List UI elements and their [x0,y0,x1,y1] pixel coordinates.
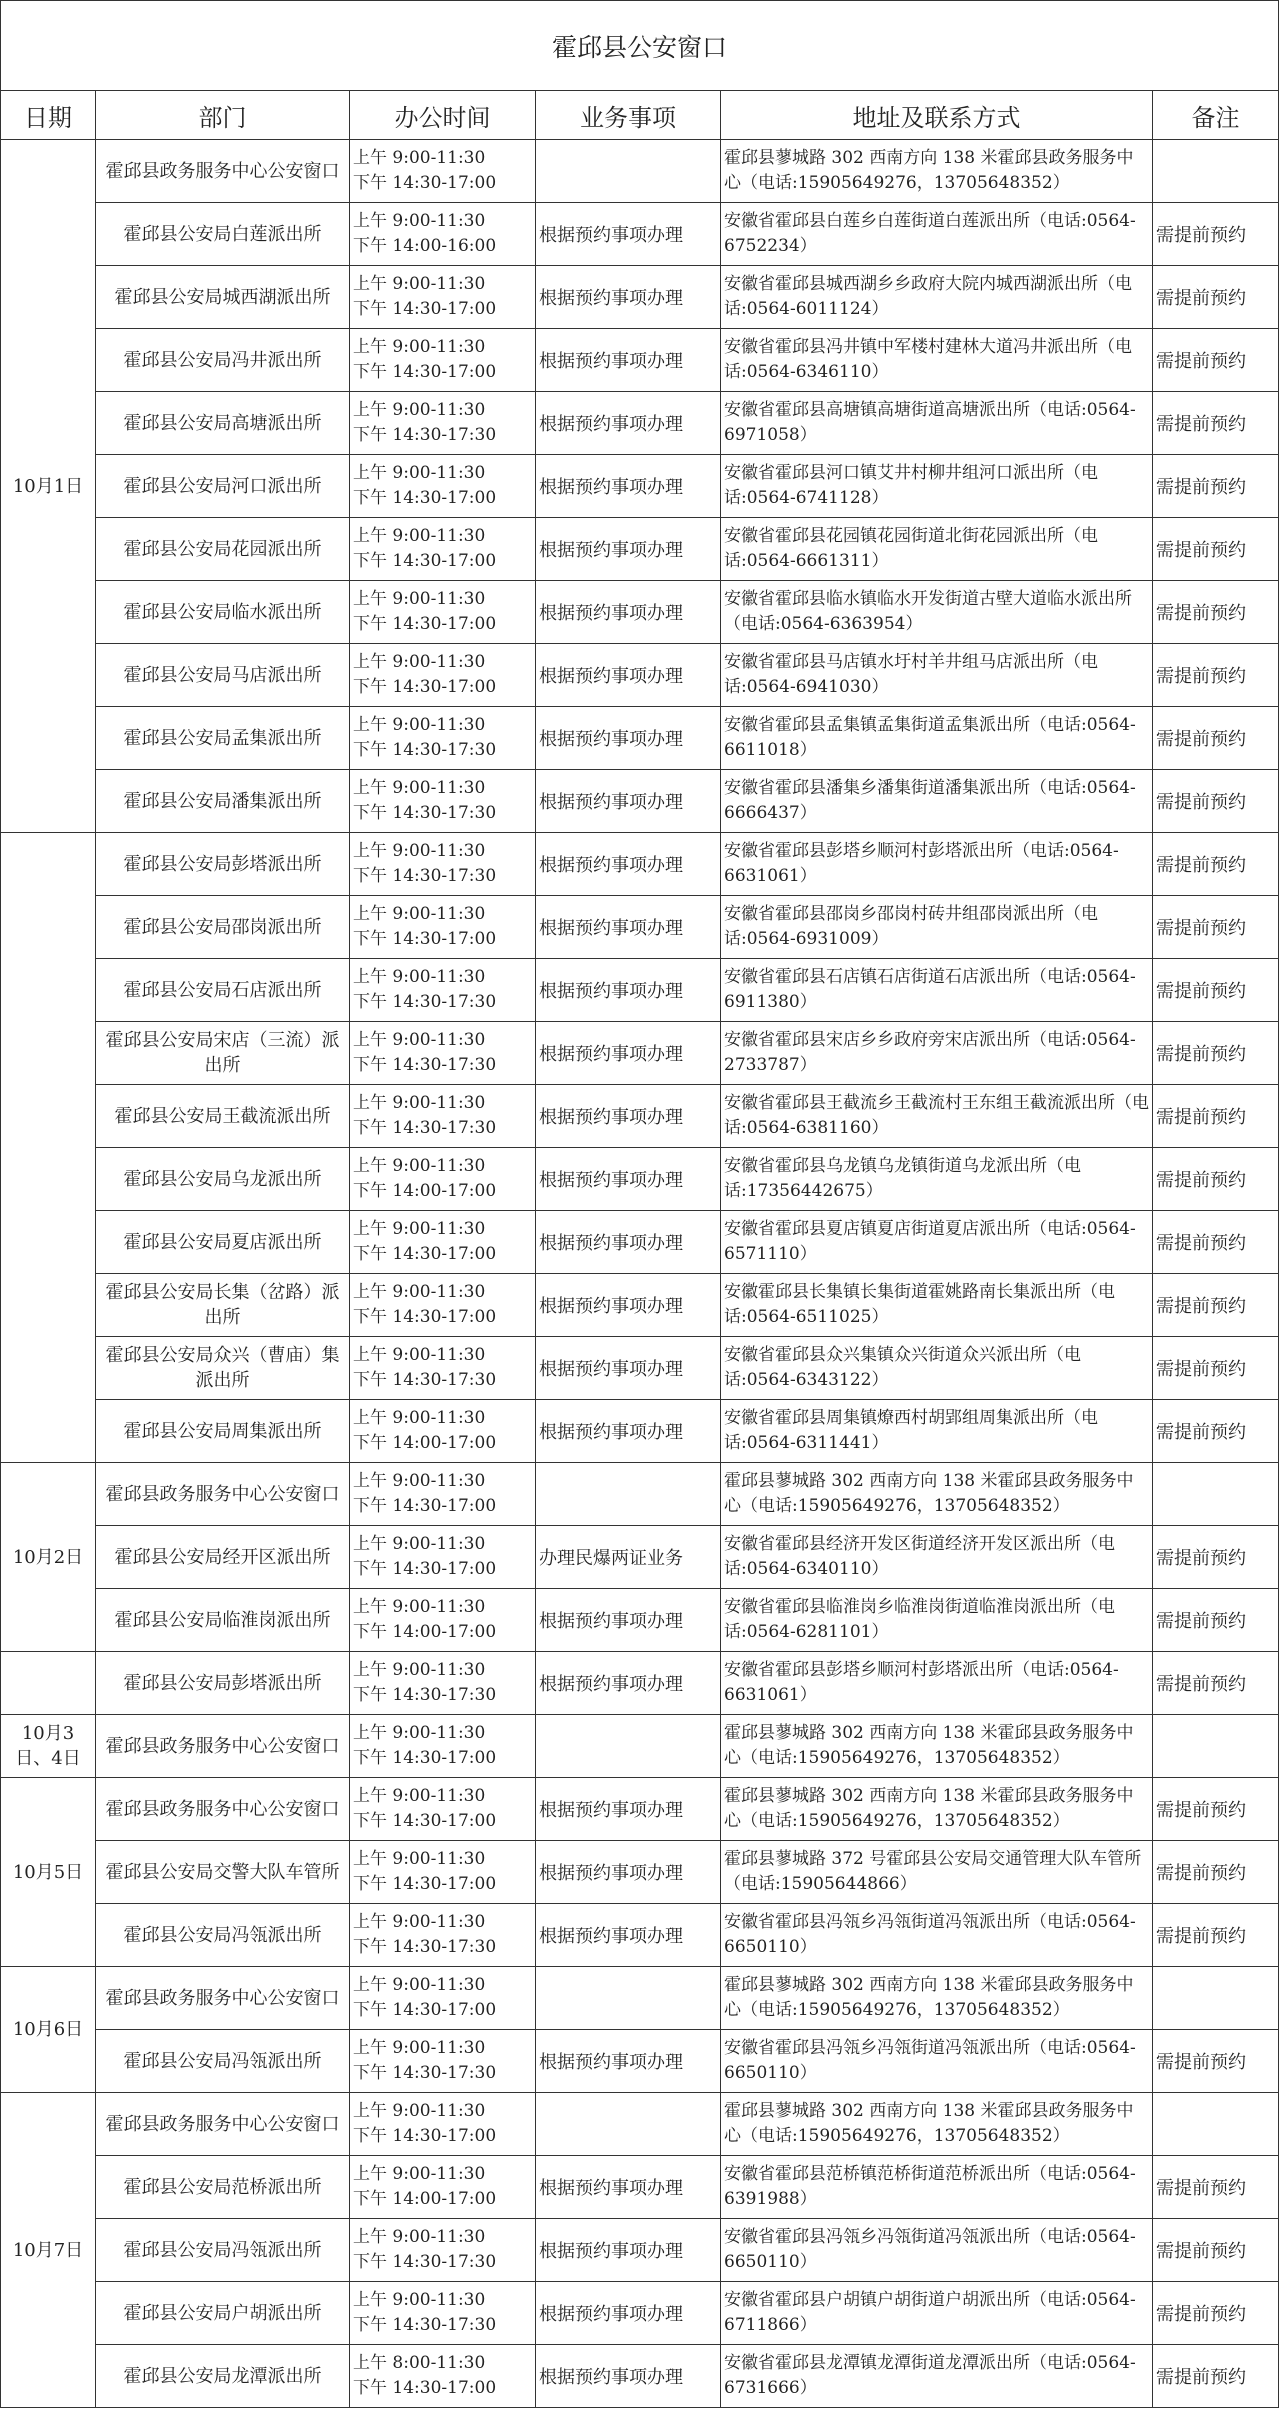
office-hours-cell: 上午 9:00-11:30 下午 14:00-17:00 [350,1589,536,1652]
department-cell: 霍邱县公安局高塘派出所 [96,392,350,455]
note-cell: 需提前预约 [1153,770,1279,833]
department-cell: 霍邱县公安局交警大队车管所 [96,1841,350,1904]
header-row [1,91,1279,140]
department-cell: 霍邱县政务服务中心公安窗口 [96,1967,350,2030]
business-cell: 根据预约事项办理 [536,1337,721,1400]
note-cell: 需提前预约 [1153,1022,1279,1085]
department-cell: 霍邱县公安局众兴（曹庙）集派出所 [96,1337,350,1400]
business-cell: 根据预约事项办理 [536,1589,721,1652]
address-cell: 安徽省霍邱县冯瓴乡冯瓴街道冯瓴派出所（电话:0564-6650110） [721,1904,1153,1967]
department-cell: 霍邱县公安局户胡派出所 [96,2282,350,2345]
department-cell: 霍邱县政务服务中心公安窗口 [96,1778,350,1841]
note-cell: 需提前预约 [1153,203,1279,266]
business-cell: 根据预约事项办理 [536,959,721,1022]
office-hours-cell: 上午 9:00-11:30 下午 14:30-17:00 [350,1211,536,1274]
office-hours-cell: 上午 9:00-11:30 下午 14:30-17:00 [350,1463,536,1526]
note-cell [1153,1967,1279,2030]
office-hours-cell: 上午 9:00-11:30 下午 14:00-16:00 [350,203,536,266]
business-cell: 根据预约事项办理 [536,1400,721,1463]
office-hours-cell: 上午 9:00-11:30 下午 14:30-17:00 [350,329,536,392]
address-cell: 安徽省霍邱县宋店乡乡政府旁宋店派出所（电话:0564-2733787） [721,1022,1153,1085]
business-cell [536,1463,721,1526]
header-department: 部门 [96,91,350,140]
note-cell: 需提前预约 [1153,2282,1279,2345]
office-hours-cell: 上午 9:00-11:30 下午 14:30-17:00 [350,2093,536,2156]
office-hours-cell: 上午 9:00-11:30 下午 14:30-17:30 [350,2030,536,2093]
table-row [1,1778,1279,1841]
business-cell: 根据预约事项办理 [536,2345,721,2408]
address-cell: 安徽省霍邱县乌龙镇乌龙镇街道乌龙派出所（电话:17356442675） [721,1148,1153,1211]
note-cell [1153,140,1279,203]
business-cell: 根据预约事项办理 [536,1652,721,1715]
note-cell: 需提前预约 [1153,455,1279,518]
business-cell: 根据预约事项办理 [536,1148,721,1211]
department-cell: 霍邱县公安局潘集派出所 [96,770,350,833]
business-cell [536,1715,721,1778]
office-hours-cell: 上午 9:00-11:30 下午 14:30-17:30 [350,392,536,455]
business-cell: 根据预约事项办理 [536,833,721,896]
table-row [1,1148,1279,1211]
note-cell: 需提前预约 [1153,833,1279,896]
business-cell: 根据预约事项办理 [536,1022,721,1085]
header-office-hours: 办公时间 [350,91,536,140]
note-cell: 需提前预约 [1153,1085,1279,1148]
address-cell: 安徽省霍邱县邵岗乡邵岗村砖井组邵岗派出所（电话:0564-6931009） [721,896,1153,959]
department-cell: 霍邱县公安局夏店派出所 [96,1211,350,1274]
office-hours-cell: 上午 9:00-11:30 下午 14:30-17:00 [350,140,536,203]
department-cell: 霍邱县公安局河口派出所 [96,455,350,518]
date-cell: 10月3日、4日 [1,1715,96,1778]
note-cell: 需提前预约 [1153,2219,1279,2282]
note-cell: 需提前预约 [1153,896,1279,959]
business-cell: 根据预约事项办理 [536,1211,721,1274]
department-cell: 霍邱县公安局经开区派出所 [96,1526,350,1589]
business-cell: 根据预约事项办理 [536,455,721,518]
business-cell: 根据预约事项办理 [536,1904,721,1967]
department-cell: 霍邱县公安局王截流派出所 [96,1085,350,1148]
note-cell: 需提前预约 [1153,1400,1279,1463]
department-cell: 霍邱县公安局宋店（三流）派出所 [96,1022,350,1085]
address-cell: 安徽省霍邱县冯瓴乡冯瓴街道冯瓴派出所（电话:0564-6650110） [721,2030,1153,2093]
business-cell: 根据预约事项办理 [536,1085,721,1148]
address-cell: 安徽省霍邱县彭塔乡顺河村彭塔派出所（电话:0564-6631061） [721,833,1153,896]
table-row [1,581,1279,644]
table-row [1,1652,1279,1715]
business-cell: 根据预约事项办理 [536,770,721,833]
office-hours-cell: 上午 9:00-11:30 下午 14:30-17:00 [350,518,536,581]
office-hours-cell: 上午 9:00-11:30 下午 14:30-17:30 [350,959,536,1022]
note-cell: 需提前预约 [1153,1211,1279,1274]
department-cell: 霍邱县政务服务中心公安窗口 [96,2093,350,2156]
note-cell: 需提前预约 [1153,1652,1279,1715]
department-cell: 霍邱县公安局马店派出所 [96,644,350,707]
address-cell: 霍邱县蓼城路 302 西南方向 138 米霍邱县政务服务中心（电话:15905649276，13705648352） [721,140,1153,203]
business-cell: 根据预约事项办理 [536,1274,721,1337]
note-cell: 需提前预约 [1153,1589,1279,1652]
header-business: 业务事项 [536,91,721,140]
office-hours-cell: 上午 9:00-11:30 下午 14:30-17:30 [350,770,536,833]
note-cell: 需提前预约 [1153,518,1279,581]
office-hours-cell: 上午 9:00-11:30 下午 14:30-17:00 [350,644,536,707]
department-cell: 霍邱县公安局白莲派出所 [96,203,350,266]
address-cell: 安徽省霍邱县户胡镇户胡街道户胡派出所（电话:0564-6711866） [721,2282,1153,2345]
office-hours-cell: 上午 9:00-11:30 下午 14:30-17:00 [350,266,536,329]
office-hours-cell: 上午 9:00-11:30 下午 14:30-17:30 [350,1085,536,1148]
office-hours-cell: 上午 9:00-11:30 下午 14:30-17:00 [350,896,536,959]
note-cell: 需提前预约 [1153,329,1279,392]
office-hours-cell: 上午 9:00-11:30 下午 14:30-17:00 [350,1967,536,2030]
table-row [1,2156,1279,2219]
table-row [1,644,1279,707]
business-cell: 根据预约事项办理 [536,1841,721,1904]
address-cell: 安徽省霍邱县彭塔乡顺河村彭塔派出所（电话:0564-6631061） [721,1652,1153,1715]
business-cell: 根据预约事项办理 [536,392,721,455]
address-cell: 霍邱县蓼城路 302 西南方向 138 米霍邱县政务服务中心（电话:15905649276，13705648352） [721,2093,1153,2156]
department-cell: 霍邱县公安局冯瓴派出所 [96,2219,350,2282]
department-cell: 霍邱县公安局花园派出所 [96,518,350,581]
table-row [1,1841,1279,1904]
note-cell: 需提前预约 [1153,959,1279,1022]
table-row [1,2345,1279,2408]
address-cell: 安徽省霍邱县白莲乡白莲街道白莲派出所（电话:0564-6752234） [721,203,1153,266]
note-cell: 需提前预约 [1153,1841,1279,1904]
business-cell: 根据预约事项办理 [536,266,721,329]
table-row [1,266,1279,329]
department-cell: 霍邱县政务服务中心公安窗口 [96,1463,350,1526]
table-row [1,392,1279,455]
address-cell: 安徽省霍邱县经济开发区街道经济开发区派出所（电话:0564-6340110） [721,1526,1153,1589]
address-cell: 霍邱县蓼城路 302 西南方向 138 米霍邱县政务服务中心（电话:15905649276，13705648352） [721,1463,1153,1526]
note-cell [1153,2093,1279,2156]
business-cell: 根据预约事项办理 [536,518,721,581]
office-hours-cell: 上午 9:00-11:30 下午 14:30-17:00 [350,1274,536,1337]
department-cell: 霍邱县公安局邵岗派出所 [96,896,350,959]
address-cell: 霍邱县蓼城路 302 西南方向 138 米霍邱县政务服务中心（电话:15905649276，13705648352） [721,1778,1153,1841]
business-cell: 办理民爆两证业务 [536,1526,721,1589]
business-cell: 根据预约事项办理 [536,203,721,266]
department-cell: 霍邱县公安局乌龙派出所 [96,1148,350,1211]
header-note: 备注 [1153,91,1279,140]
note-cell: 需提前预约 [1153,266,1279,329]
office-hours-cell: 上午 9:00-11:30 下午 14:00-17:00 [350,2156,536,2219]
department-cell: 霍邱县公安局长集（岔路）派出所 [96,1274,350,1337]
department-cell: 霍邱县公安局范桥派出所 [96,2156,350,2219]
table-row [1,833,1279,896]
table-row [1,707,1279,770]
table-row [1,1337,1279,1400]
table-row [1,329,1279,392]
table-row [1,2030,1279,2093]
table-row [1,1022,1279,1085]
department-cell: 霍邱县公安局彭塔派出所 [96,833,350,896]
note-cell [1153,1715,1279,1778]
office-hours-cell: 上午 9:00-11:30 下午 14:30-17:00 [350,581,536,644]
office-hours-cell: 上午 9:00-11:30 下午 14:30-17:30 [350,1022,536,1085]
office-hours-cell: 上午 9:00-11:30 下午 14:30-17:00 [350,1526,536,1589]
address-cell: 安徽省霍邱县龙潭镇龙潭街道龙潭派出所（电话:0564-6731666） [721,2345,1153,2408]
address-cell: 霍邱县蓼城路 302 西南方向 138 米霍邱县政务服务中心（电话:15905649276，13705648352） [721,1967,1153,2030]
business-cell: 根据预约事项办理 [536,707,721,770]
address-cell: 安徽省霍邱县河口镇艾井村柳井组河口派出所（电话:0564-6741128） [721,455,1153,518]
note-cell: 需提前预约 [1153,2156,1279,2219]
table-row [1,2282,1279,2345]
business-cell: 根据预约事项办理 [536,2219,721,2282]
table-row [1,140,1279,203]
note-cell: 需提前预约 [1153,1337,1279,1400]
address-cell: 安徽省霍邱县王截流乡王截流村王东组王截流派出所（电话:0564-6381160） [721,1085,1153,1148]
table-row [1,2093,1279,2156]
table-row [1,1463,1279,1526]
table-row [1,1589,1279,1652]
office-hours-cell: 上午 9:00-11:30 下午 14:30-17:00 [350,1778,536,1841]
document-title: 霍邱县公安窗口 [1,1,1279,91]
office-hours-cell: 上午 9:00-11:30 下午 14:30-17:30 [350,1652,536,1715]
table-row [1,1904,1279,1967]
table-row [1,1967,1279,2030]
table-row [1,896,1279,959]
department-cell: 霍邱县政务服务中心公安窗口 [96,140,350,203]
office-hours-cell: 上午 9:00-11:30 下午 14:30-17:30 [350,707,536,770]
table-row [1,1211,1279,1274]
note-cell: 需提前预约 [1153,1778,1279,1841]
business-cell [536,2093,721,2156]
date-cell: 10月2日 [1,1463,96,1652]
address-cell: 安徽省霍邱县花园镇花园街道北街花园派出所（电话:0564-6661311） [721,518,1153,581]
note-cell: 需提前预约 [1153,392,1279,455]
department-cell: 霍邱县公安局冯瓴派出所 [96,2030,350,2093]
office-hours-cell: 上午 9:00-11:30 下午 14:00-17:00 [350,1400,536,1463]
business-cell: 根据预约事项办理 [536,1778,721,1841]
address-cell: 安徽省霍邱县城西湖乡乡政府大院内城西湖派出所（电话:0564-6011124） [721,266,1153,329]
note-cell [1153,1463,1279,1526]
date-cell: 10月7日 [1,2093,96,2408]
table-row [1,1526,1279,1589]
note-cell: 需提前预约 [1153,1904,1279,1967]
address-cell: 安徽省霍邱县潘集乡潘集街道潘集派出所（电话:0564-6666437） [721,770,1153,833]
table-row [1,1274,1279,1337]
table-body [1,140,1279,2408]
address-cell: 安徽省霍邱县冯瓴乡冯瓴街道冯瓴派出所（电话:0564-6650110） [721,2219,1153,2282]
office-hours-cell: 上午 9:00-11:30 下午 14:30-17:00 [350,455,536,518]
address-cell: 安徽省霍邱县夏店镇夏店街道夏店派出所（电话:0564-6571110） [721,1211,1153,1274]
date-cell [1,1652,96,1715]
business-cell: 根据预约事项办理 [536,2282,721,2345]
address-cell: 安徽省霍邱县孟集镇孟集街道孟集派出所（电话:0564-6611018） [721,707,1153,770]
note-cell: 需提前预约 [1153,707,1279,770]
office-hours-cell: 上午 9:00-11:30 下午 14:00-17:00 [350,1148,536,1211]
address-cell: 安徽省霍邱县临淮岗乡临淮岗街道临淮岗派出所（电话:0564-6281101） [721,1589,1153,1652]
office-hours-cell: 上午 9:00-11:30 下午 14:30-17:00 [350,1841,536,1904]
address-cell: 安徽省霍邱县石店镇石店街道石店派出所（电话:0564-6911380） [721,959,1153,1022]
table-row [1,770,1279,833]
department-cell: 霍邱县公安局彭塔派出所 [96,1652,350,1715]
table-row [1,455,1279,518]
business-cell: 根据预约事项办理 [536,2030,721,2093]
office-hours-cell: 上午 9:00-11:30 下午 14:30-17:30 [350,833,536,896]
business-cell: 根据预约事项办理 [536,644,721,707]
department-cell: 霍邱县政务服务中心公安窗口 [96,1715,350,1778]
date-cell: 10月5日 [1,1778,96,1967]
date-cell: 10月6日 [1,1967,96,2093]
address-cell: 安徽省霍邱县范桥镇范桥街道范桥派出所（电话:0564-6391988） [721,2156,1153,2219]
office-hours-cell: 上午 9:00-11:30 下午 14:30-17:30 [350,1337,536,1400]
address-cell: 安徽省霍邱县周集镇燎西村胡郢组周集派出所（电话:0564-6311441） [721,1400,1153,1463]
office-hours-cell: 上午 9:00-11:30 下午 14:30-17:00 [350,1715,536,1778]
department-cell: 霍邱县公安局临淮岗派出所 [96,1589,350,1652]
department-cell: 霍邱县公安局龙潭派出所 [96,2345,350,2408]
business-cell [536,1967,721,2030]
date-cell: 10月1日 [1,140,96,833]
table-row [1,1715,1279,1778]
note-cell: 需提前预约 [1153,1148,1279,1211]
address-cell: 霍邱县蓼城路 372 号霍邱县公安局交通管理大队车管所（电话:15905644866） [721,1841,1153,1904]
note-cell: 需提前预约 [1153,581,1279,644]
business-cell: 根据预约事项办理 [536,2156,721,2219]
address-cell: 霍邱县蓼城路 302 西南方向 138 米霍邱县政务服务中心（电话:15905649276，13705648352） [721,1715,1153,1778]
table-row [1,1400,1279,1463]
department-cell: 霍邱县公安局城西湖派出所 [96,266,350,329]
office-hours-cell: 上午 9:00-11:30 下午 14:30-17:30 [350,1904,536,1967]
note-cell: 需提前预约 [1153,2030,1279,2093]
address-cell: 安徽省霍邱县临水镇临水开发街道古壁大道临水派出所（电话:0564-6363954） [721,581,1153,644]
department-cell: 霍邱县公安局冯瓴派出所 [96,1904,350,1967]
address-cell: 安徽省霍邱县马店镇水圩村羊井组马店派出所（电话:0564-6941030） [721,644,1153,707]
table-row [1,518,1279,581]
date-cell [1,833,96,1463]
header-date: 日期 [1,91,96,140]
note-cell: 需提前预约 [1153,644,1279,707]
department-cell: 霍邱县公安局孟集派出所 [96,707,350,770]
table-row [1,959,1279,1022]
address-cell: 安徽省霍邱县高塘镇高塘街道高塘派出所（电话:0564-6971058） [721,392,1153,455]
office-hours-cell: 上午 9:00-11:30 下午 14:30-17:30 [350,2282,536,2345]
address-cell: 安徽省霍邱县冯井镇中军楼村建林大道冯井派出所（电话:0564-6346110） [721,329,1153,392]
department-cell: 霍邱县公安局石店派出所 [96,959,350,1022]
department-cell: 霍邱县公安局周集派出所 [96,1400,350,1463]
office-hours-cell: 上午 8:00-11:30 下午 14:30-17:00 [350,2345,536,2408]
department-cell: 霍邱县公安局冯井派出所 [96,329,350,392]
department-cell: 霍邱县公安局临水派出所 [96,581,350,644]
table-row [1,203,1279,266]
office-hours-cell: 上午 9:00-11:30 下午 14:30-17:30 [350,2219,536,2282]
note-cell: 需提前预约 [1153,1526,1279,1589]
table-row [1,2219,1279,2282]
header-address: 地址及联系方式 [721,91,1153,140]
business-cell [536,140,721,203]
business-cell: 根据预约事项办理 [536,581,721,644]
table-row [1,1085,1279,1148]
address-cell: 安徽霍邱县长集镇长集街道霍姚路南长集派出所（电话:0564-6511025） [721,1274,1153,1337]
business-cell: 根据预约事项办理 [536,329,721,392]
address-cell: 安徽省霍邱县众兴集镇众兴街道众兴派出所（电话:0564-6343122） [721,1337,1153,1400]
note-cell: 需提前预约 [1153,1274,1279,1337]
note-cell: 需提前预约 [1153,2345,1279,2408]
business-cell: 根据预约事项办理 [536,896,721,959]
